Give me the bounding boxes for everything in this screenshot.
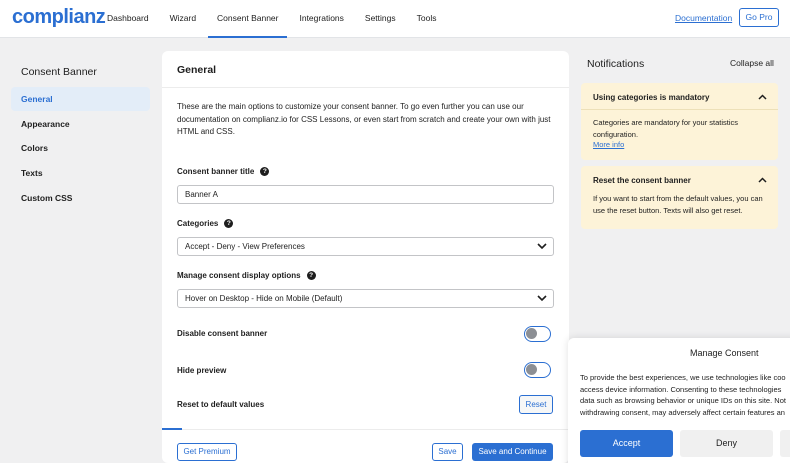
banner-title-input[interactable]: Banner A	[177, 185, 554, 204]
nav-settings[interactable]: Settings	[364, 13, 396, 23]
settings-card	[162, 51, 569, 463]
categories-value: Accept - Deny - View Preferences	[185, 242, 305, 251]
go-pro-button[interactable]: Go Pro	[739, 8, 779, 27]
notifications-title: Notifications	[587, 58, 645, 70]
sidebar-item-custom-css[interactable]: Custom CSS	[21, 193, 73, 203]
notification-title: Using categories is mandatory	[593, 93, 710, 102]
footer-divider	[162, 429, 569, 430]
display-options-value: Hover on Desktop - Hide on Mobile (Default)	[185, 294, 343, 303]
get-premium-button[interactable]: Get Premium	[177, 443, 237, 461]
chevron-up-icon[interactable]	[758, 177, 767, 183]
deny-button[interactable]: Deny	[680, 430, 773, 457]
more-info-link[interactable]: More info	[593, 140, 625, 149]
sidebar-item-texts[interactable]: Texts	[21, 168, 43, 178]
nav-dashboard[interactable]: Dashboard	[107, 13, 149, 23]
accept-button[interactable]: Accept	[580, 430, 673, 457]
complianz-logo[interactable]: complianz	[12, 6, 106, 28]
main-nav	[98, 0, 448, 38]
consent-text	[580, 372, 790, 418]
notification-divider	[581, 109, 778, 110]
help-icon[interactable]: ?	[260, 167, 269, 176]
divider	[162, 87, 569, 88]
notification-reset	[581, 166, 778, 229]
categories-label: Categories ?	[177, 219, 233, 228]
description: These are the main options to customize your consent banner. To go even further you can use our documentation on complianz.io for CSS Lessons, or even start from scratch and create your own with just HTML and CSS.	[177, 102, 551, 136]
sidebar-item-general[interactable]: General	[11, 87, 150, 111]
documentation-link[interactable]: Documentation	[675, 13, 733, 23]
banner-title-label: Consent banner title ?	[177, 167, 269, 176]
sidebar-item-appearance[interactable]: Appearance	[21, 119, 70, 129]
help-icon[interactable]: ?	[307, 271, 316, 280]
chevron-down-icon	[537, 295, 547, 302]
consent-line: data such as browsing behavior or unique IDs on this site. Not	[580, 396, 786, 405]
disable-banner-toggle[interactable]	[524, 326, 551, 342]
footer-accent	[162, 428, 182, 430]
sidebar-title: Consent Banner	[21, 66, 97, 78]
reset-label: Reset to default values	[177, 400, 265, 409]
save-button[interactable]: Save	[432, 443, 463, 461]
notification-body: If you want to start from the default values, you can use the reset button. Texts will also get reset.	[593, 194, 763, 215]
display-options-select[interactable]	[177, 289, 554, 308]
reset-button[interactable]: Reset	[519, 395, 553, 414]
nav-integrations[interactable]: Integrations	[299, 13, 344, 23]
preferences-button[interactable]	[780, 430, 790, 457]
categories-select[interactable]	[177, 237, 554, 256]
disable-banner-label: Disable consent banner	[177, 329, 268, 338]
hide-preview-toggle[interactable]	[524, 362, 551, 378]
toggle-knob	[526, 364, 537, 375]
display-options-label: Manage consent display options ?	[177, 271, 316, 280]
consent-line: To provide the best experiences, we use technologies like coo	[580, 373, 786, 382]
help-icon[interactable]: ?	[224, 219, 233, 228]
nav-tools[interactable]: Tools	[416, 13, 437, 23]
consent-line: access device information. Consenting to these technologies	[580, 384, 782, 394]
card-title: General	[177, 64, 217, 76]
manage-consent-popup	[568, 338, 790, 463]
nav-consent-banner[interactable]: Consent Banner	[208, 0, 287, 38]
nav-wizard[interactable]: Wizard	[169, 13, 197, 23]
notification-body: Categories are mandatory for your statistics configuration.	[593, 118, 739, 139]
consent-title: Manage Consent	[690, 348, 759, 358]
toggle-knob	[526, 328, 537, 339]
save-and-continue-button[interactable]: Save and Continue	[472, 443, 553, 461]
top-bar	[0, 0, 790, 38]
consent-line: withdrawing consent, may adversely affect certain features an	[580, 407, 785, 417]
sidebar-item-colors[interactable]: Colors	[21, 143, 48, 153]
notification-categories	[581, 83, 778, 160]
chevron-up-icon[interactable]	[758, 94, 767, 100]
hide-preview-label: Hide preview	[177, 366, 227, 375]
notification-title: Reset the consent banner	[593, 176, 691, 185]
chevron-down-icon	[537, 243, 547, 250]
collapse-all-link[interactable]: Collapse all	[730, 58, 774, 68]
